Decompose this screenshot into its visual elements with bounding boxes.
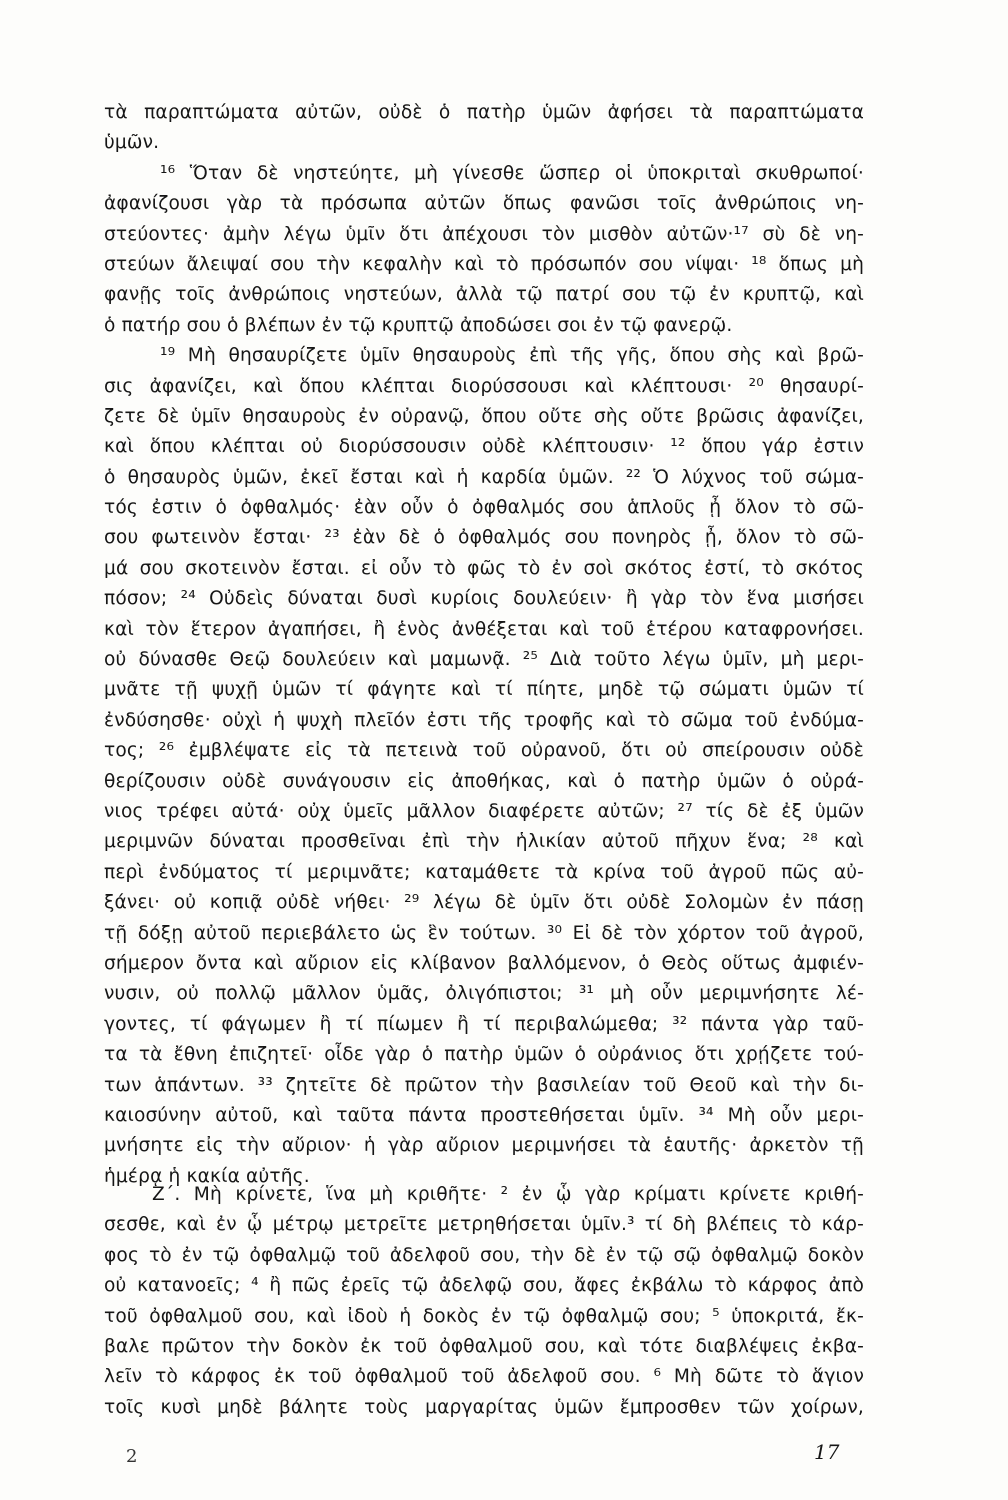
text-line: ὁ θησαυρὸς ὑμῶν, ἐκεῖ ἔσται καὶ ἡ καρδία ὑμῶν. ²² Ὁ λύχνος τοῦ σώμα- — [104, 466, 864, 488]
text-line: τῇ δόξῃ αὐτοῦ περιεβάλετο ὡς ἓν τούτων. ³⁰ Εἰ δὲ τὸν χόρτον τοῦ ἀγροῦ, — [104, 922, 864, 944]
text-line: φος τὸ ἐν τῷ ὀφθαλμῷ τοῦ ἀδελφοῦ σου, τὴν δὲ ἐν τῷ σῷ ὀφθαλμῷ δοκὸν — [104, 1244, 864, 1266]
text-line: καὶ ὅπου κλέπται οὐ διορύσσουσιν οὐδὲ κλέπτουσιν· ¹² ὅπου γάρ ἐστιν — [104, 436, 864, 458]
text-line: σις ἀφανίζει, καὶ ὅπου κλέπται διορύσσουσι καὶ κλέπτουσι· ²⁰ θησαυρί- — [104, 375, 864, 397]
text-line: περὶ ἐνδύματος τί μεριμνᾶτε; καταμάθετε τὰ κρίνα τοῦ ἀγροῦ πῶς αὐ- — [104, 861, 864, 883]
text-line: στεύοντες· ἀμὴν λέγω ὑμῖν ὅτι ἀπέχουσι τὸν μισθὸν αὐτῶν·¹⁷ σὺ δὲ νη- — [104, 223, 864, 245]
text-line: τα τὰ ἔθνη ἐπιζητεῖ· οἶδε γὰρ ὁ πατὴρ ὑμῶν ὁ οὐράνιος ὅτι χρῄζετε τού- — [104, 1044, 864, 1066]
text-line: νιος τρέφει αὐτά· οὐχ ὑμεῖς μᾶλλον διαφέρετε αὐτῶν; ²⁷ τίς δὲ ἐξ ὑμῶν — [104, 800, 864, 822]
signature-mark: 2 — [126, 1446, 138, 1467]
text-line: μνᾶτε τῇ ψυχῇ ὑμῶν τί φάγητε καὶ τί πίητε, μηδὲ τῷ σώματι ὑμῶν τί — [104, 679, 864, 701]
text-line: τὰ παραπτώματα αὐτῶν, οὐδὲ ὁ πατὴρ ὑμῶν ἀφήσει τὰ παραπτώματα — [104, 102, 864, 123]
text-line: ¹⁶ Ὅταν δὲ νηστεύητε, μὴ γίνεσθε ὥσπερ οἱ ὑποκριταὶ σκυθρωποί· — [160, 162, 864, 184]
text-line: μνήσητε εἰς τὴν αὔριον· ἡ γὰρ αὔριον μεριμνήσει τὰ ἑαυτῆς· ἀρκετὸν τῇ — [104, 1135, 864, 1157]
text-line: μά σου σκοτεινὸν ἔσται. εἰ οὖν τὸ φῶς τὸ ἐν σοὶ σκότος ἐστί, τὸ σκότος — [104, 557, 864, 579]
text-line: φανῇς τοῖς ἀνθρώποις νηστεύων, ἀλλὰ τῷ πατρί σου τῷ ἐν κρυπτῷ, καὶ — [104, 284, 864, 306]
text-line: τός ἐστιν ὁ ὀφθαλμός· ἐὰν οὖν ὁ ὀφθαλμός σου ἁπλοῦς ᾖ ὅλον τὸ σῶ- — [104, 497, 864, 519]
text-line: σου φωτεινὸν ἔσται· ²³ ἐὰν δὲ ὁ ὀφθαλμός σου πονηρὸς ᾖ, ὅλον τὸ σῶ- — [104, 527, 864, 549]
text-line: μεριμνῶν δύναται προσθεῖναι ἐπὶ τὴν ἡλικίαν αὐτοῦ πῆχυν ἕνα; ²⁸ καὶ — [104, 831, 864, 853]
text-line: βαλε πρῶτον τὴν δοκὸν ἐκ τοῦ ὀφθαλμοῦ σου, καὶ τότε διαβλέψεις ἐκβα- — [104, 1335, 864, 1357]
text-line: οὐ δύνασθε Θεῷ δουλεύειν καὶ μαμωνᾷ. ²⁵ Διὰ τοῦτο λέγω ὑμῖν, μὴ μερι- — [104, 649, 864, 671]
text-line: τος; ²⁶ ἐμβλέψατε εἰς τὰ πετεινὰ τοῦ οὐρανοῦ, ὅτι οὐ σπείρουσιν οὐδὲ — [104, 740, 864, 762]
text-line: ἡμέρᾳ ἡ κακία αὐτῆς. — [104, 1165, 310, 1187]
text-line: καὶ τὸν ἕτερον ἀγαπήσει, ἢ ἑνὸς ἀνθέξεται καὶ τοῦ ἑτέρου καταφρονήσει. — [104, 618, 864, 640]
text-line: λεῖν τὸ κάρφος ἐκ τοῦ ὀφθαλμοῦ τοῦ ἀδελφοῦ σου. ⁶ Μὴ δῶτε τὸ ἅγιον — [104, 1366, 864, 1388]
text-line: οὐ κατανοεῖς; ⁴ ἢ πῶς ἐρεῖς τῷ ἀδελφῷ σου, ἄφες ἐκβάλω τὸ κάρφος ἀπὸ — [104, 1275, 864, 1297]
text-line: ὑμῶν. — [104, 132, 160, 154]
text-line: θερίζουσιν οὐδὲ συνάγουσιν εἰς ἀποθήκας, καὶ ὁ πατὴρ ὑμῶν ὁ οὐρά- — [104, 770, 864, 792]
text-line: τοῖς κυσὶ μηδὲ βάλητε τοὺς μαργαρίτας ὑμῶν ἔμπροσθεν τῶν χοίρων, — [104, 1396, 864, 1418]
text-line: τοῦ ὀφθαλμοῦ σου, καὶ ἰδοὺ ἡ δοκὸς ἐν τῷ ὀφθαλμῷ σου; ⁵ ὑποκριτά, ἔκ- — [104, 1305, 864, 1327]
text-line: νυσιν, οὐ πολλῷ μᾶλλον ὑμᾶς, ὀλιγόπιστοι; ³¹ μὴ οὖν μεριμνήσητε λέ- — [104, 983, 864, 1005]
text-line: στεύων ἄλειψαί σου τὴν κεφαλὴν καὶ τὸ πρόσωπόν σου νίψαι· ¹⁸ ὅπως μὴ — [104, 253, 864, 275]
text-line: σεσθε, καὶ ἐν ᾧ μέτρῳ μετρεῖτε μετρηθήσεται ὑμῖν.³ τί δὴ βλέπεις τὸ κάρ- — [104, 1214, 864, 1236]
matthew-7-text-block — [104, 1180, 864, 1423]
text-line: ὁ πατήρ σου ὁ βλέπων ἐν τῷ κρυπτῷ ἀποδώσει σοι ἐν τῷ φανερῷ. — [104, 314, 733, 336]
text-line: ἐνδύσησθε· οὐχὶ ἡ ψυχὴ πλεῖόν ἐστι τῆς τροφῆς καὶ τὸ σῶμα τοῦ ἐνδύμα- — [104, 709, 864, 731]
text-line: ἀφανίζουσι γὰρ τὰ πρόσωπα αὐτῶν ὅπως φανῶσι τοῖς ἀνθρώποις νη- — [104, 193, 864, 215]
text-line: Ζ΄. Μὴ κρίνετε, ἵνα μὴ κριθῆτε· ² ἐν ᾧ γὰρ κρίματι κρίνετε κριθή- — [152, 1184, 864, 1205]
text-line: πόσον; ²⁴ Οὐδεὶς δύναται δυσὶ κυρίοις δουλεύειν· ἢ γὰρ τὸν ἕνα μισήσει — [104, 588, 864, 610]
page-number: 17 — [814, 1440, 840, 1464]
text-line: ζετε δὲ ὑμῖν θησαυροὺς ἐν οὐρανῷ, ὅπου οὔτε σὴς οὔτε βρῶσις ἀφανίζει, — [104, 405, 864, 427]
text-line: ¹⁹ Μὴ θησαυρίζετε ὑμῖν θησαυροὺς ἐπὶ τῆς γῆς, ὅπου σὴς καὶ βρῶ- — [160, 345, 864, 367]
text-line: ξάνει· οὐ κοπιᾷ οὐδὲ νήθει· ²⁹ λέγω δὲ ὑμῖν ὅτι οὐδὲ Σολομὼν ἐν πάσῃ — [104, 892, 864, 914]
text-line: καιοσύνην αὐτοῦ, καὶ ταῦτα πάντα προστεθήσεται ὑμῖν. ³⁴ Μὴ οὖν μερι- — [104, 1104, 864, 1126]
text-line: γοντες, τί φάγωμεν ἢ τί πίωμεν ἢ τί περιβαλώμεθα; ³² πάντα γὰρ ταῦ- — [104, 1013, 864, 1035]
matthew-6-text-block — [104, 98, 864, 1192]
text-line: σήμερον ὄντα καὶ αὔριον εἰς κλίβανον βαλλόμενον, ὁ Θεὸς οὕτως ἀμφιέν- — [104, 952, 864, 974]
text-line: των ἁπάντων. ³³ ζητεῖτε δὲ πρῶτον τὴν βασιλείαν τοῦ Θεοῦ καὶ τὴν δι- — [104, 1074, 864, 1096]
